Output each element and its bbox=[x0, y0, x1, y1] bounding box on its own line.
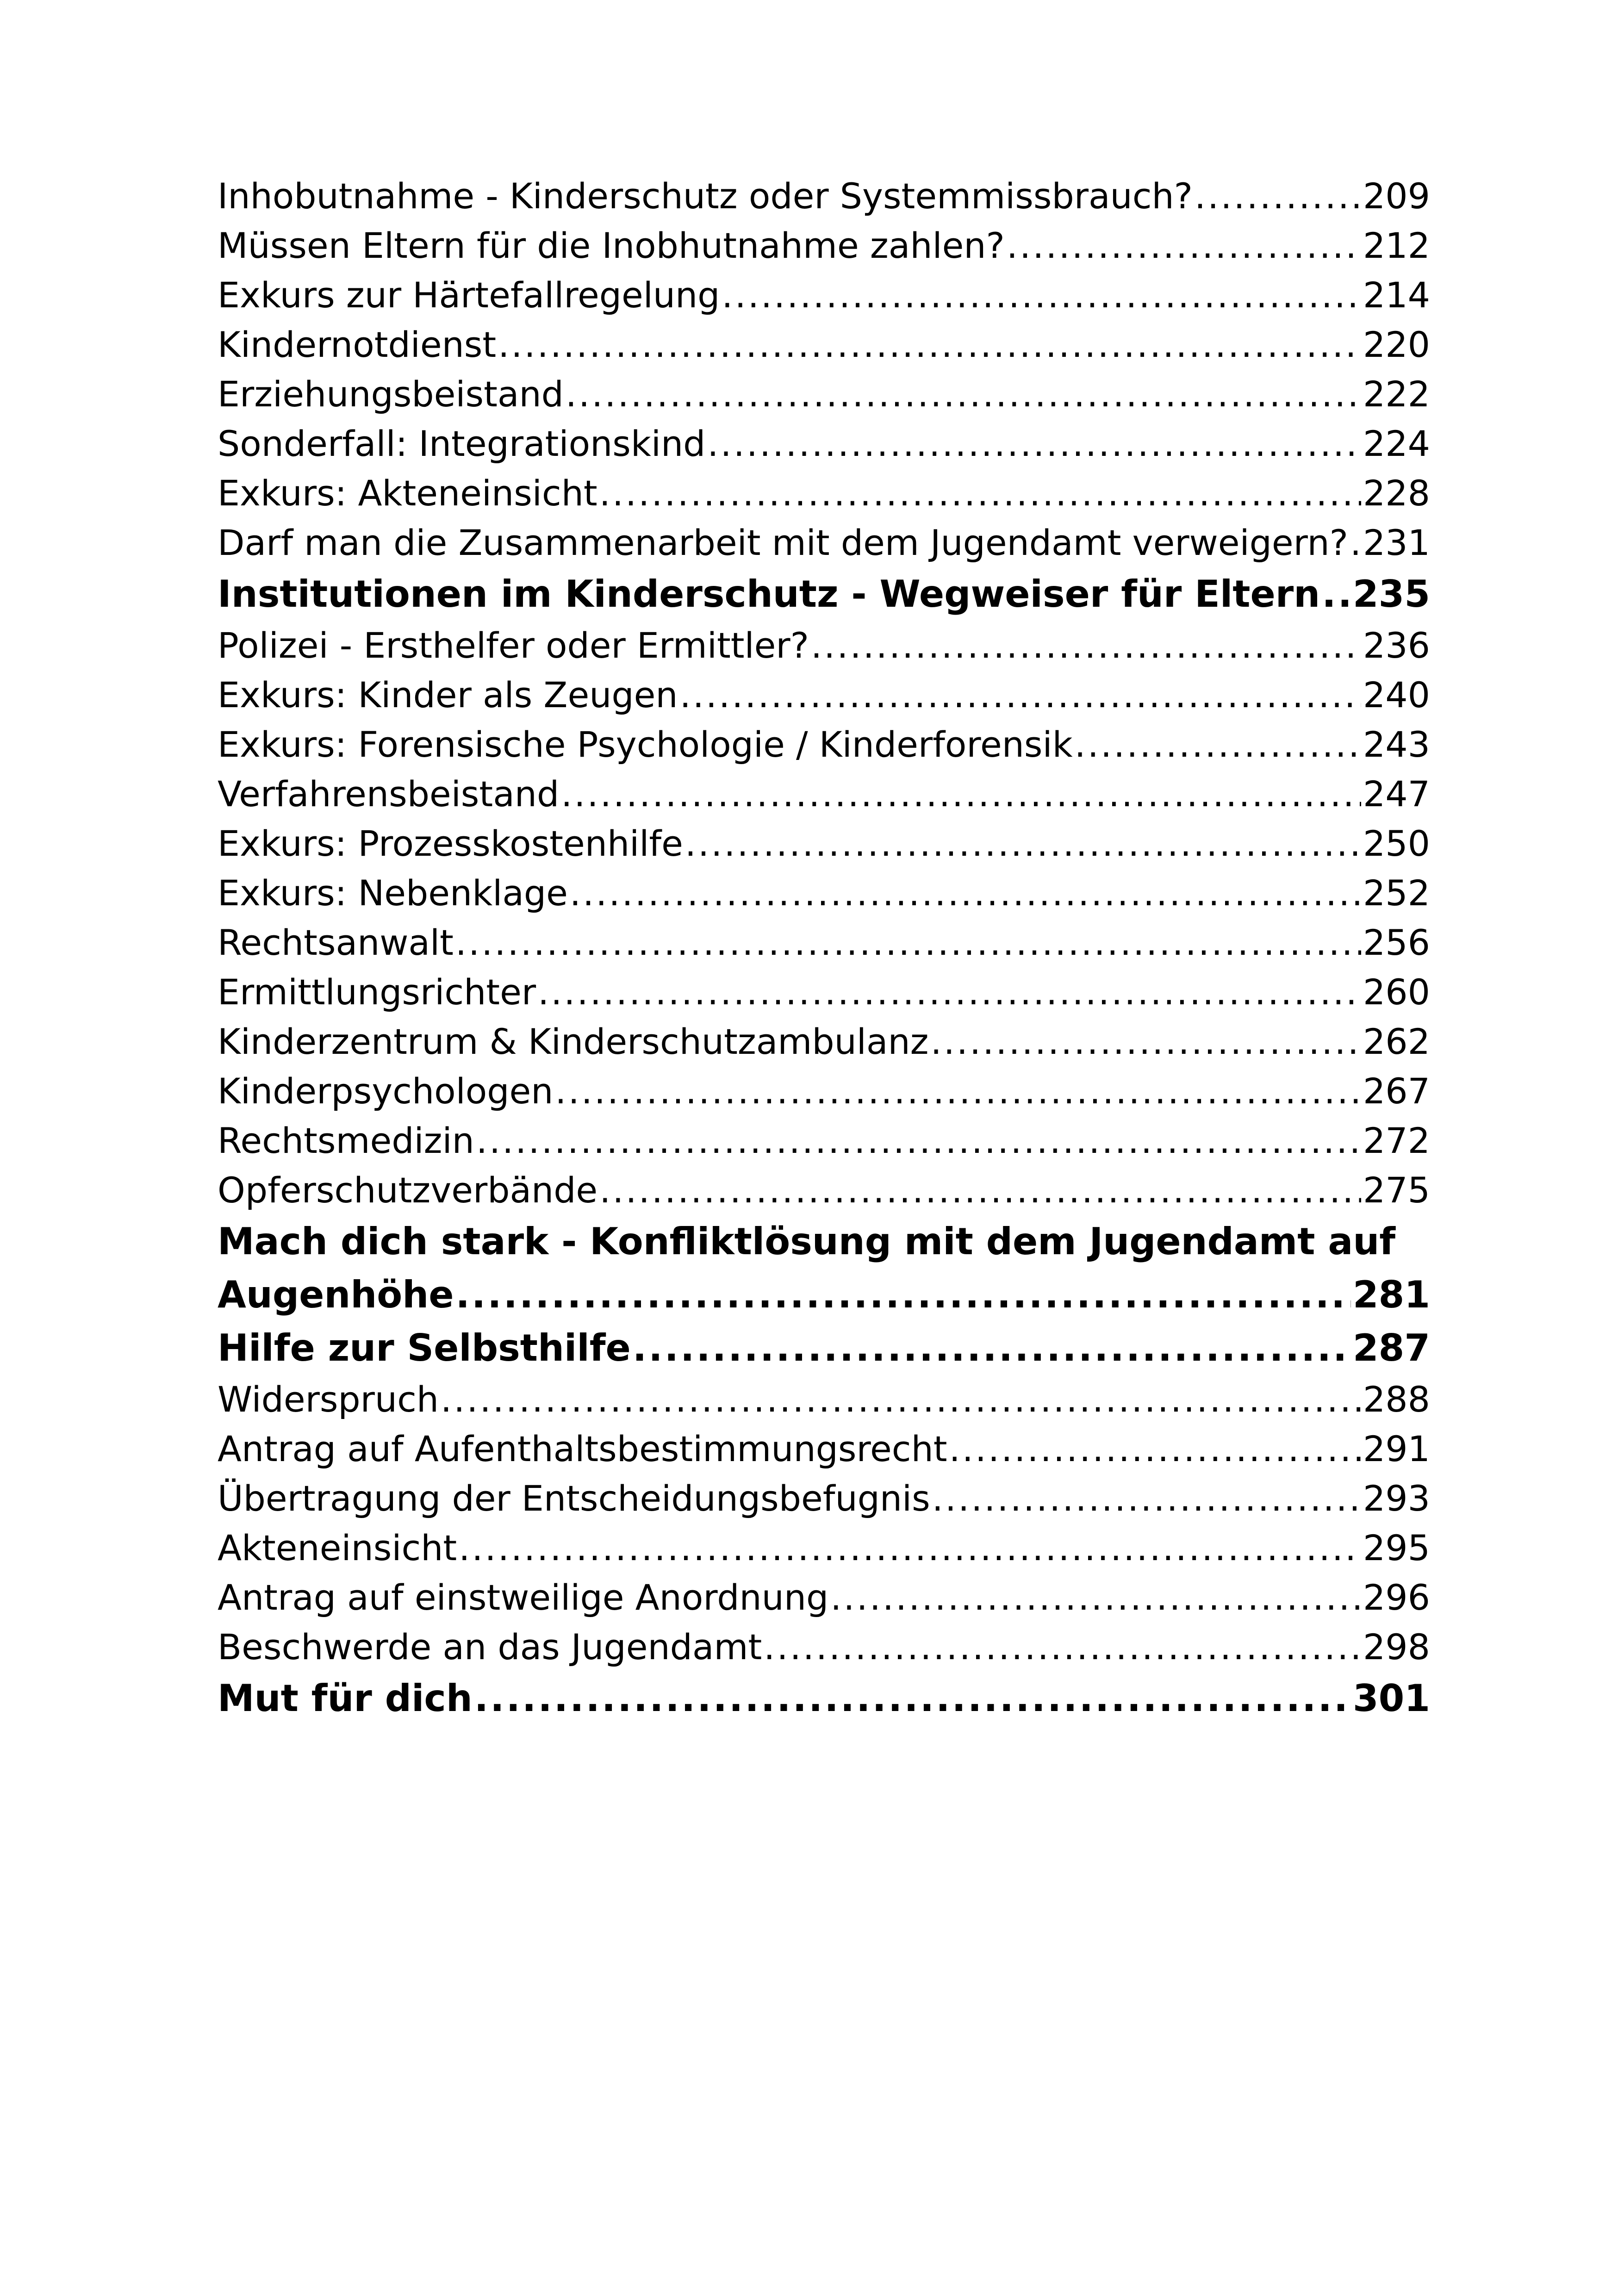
toc-entry-page: 287 bbox=[1353, 1326, 1430, 1369]
toc-entry-page: 214 bbox=[1363, 274, 1430, 316]
toc-entry-title: Akteneinsicht bbox=[218, 1527, 457, 1568]
toc-entry-page: 291 bbox=[1363, 1428, 1430, 1469]
toc-leader-dots bbox=[811, 621, 1361, 670]
toc-leader-dots bbox=[949, 1424, 1361, 1474]
toc-entry-page: 228 bbox=[1363, 473, 1430, 514]
toc-entry[interactable] bbox=[218, 1165, 1430, 1215]
toc-entry-title: Kinderzentrum & Kinderschutzambulanz bbox=[218, 1021, 929, 1062]
toc-entry[interactable] bbox=[218, 419, 1430, 468]
toc-leader-dots bbox=[599, 1165, 1361, 1215]
toc-entry-page: 267 bbox=[1363, 1070, 1430, 1112]
toc-entry-title: Exkurs: Kinder als Zeugen bbox=[218, 674, 678, 716]
toc-entry-page: 296 bbox=[1363, 1577, 1430, 1618]
toc-entry-title: Antrag auf einstweilige Anordnung bbox=[218, 1577, 829, 1618]
toc-leader-dots bbox=[538, 967, 1361, 1017]
toc-leader-dots bbox=[476, 1116, 1361, 1165]
toc-entry-title: Rechtsanwalt bbox=[218, 922, 454, 963]
toc-entry[interactable] bbox=[218, 967, 1430, 1017]
toc-leader-dots bbox=[685, 819, 1361, 868]
toc-entry[interactable] bbox=[218, 1622, 1430, 1672]
toc-entry-page: 250 bbox=[1363, 823, 1430, 864]
toc-entry[interactable] bbox=[218, 320, 1430, 369]
toc-leader-dots bbox=[474, 1672, 1351, 1725]
toc-leader-dots bbox=[764, 1622, 1361, 1672]
toc-entry-title: Müssen Eltern für die Inobhutnahme zahlen? bbox=[218, 225, 1005, 266]
toc-entry[interactable] bbox=[218, 221, 1430, 270]
toc-entry[interactable] bbox=[218, 769, 1430, 819]
toc-entry-page: 235 bbox=[1353, 572, 1430, 616]
toc-entry-page: 288 bbox=[1363, 1379, 1430, 1420]
toc-leader-dots bbox=[1007, 221, 1361, 270]
toc-leader-dots bbox=[633, 1321, 1351, 1375]
toc-entry-title: Übertragung der Entscheidungsbefugnis bbox=[218, 1478, 930, 1519]
toc-leader-dots bbox=[459, 1523, 1361, 1573]
toc-entry[interactable] bbox=[218, 819, 1430, 868]
toc-leader-dots bbox=[680, 670, 1361, 720]
toc-entry[interactable] bbox=[218, 1066, 1430, 1116]
toc-entry[interactable] bbox=[218, 1474, 1430, 1523]
toc-entry-title: Augenhöhe bbox=[218, 1273, 454, 1316]
toc-entry-title: Verfahrensbeistand bbox=[218, 773, 560, 815]
toc-entry-title: Institutionen im Kinderschutz - Wegweiser für Eltern bbox=[218, 572, 1320, 616]
toc-entry-page: 222 bbox=[1363, 373, 1430, 415]
toc-entry[interactable] bbox=[218, 1523, 1430, 1573]
toc-entry-page: 252 bbox=[1363, 872, 1430, 914]
toc-entry-title: Exkurs: Prozesskostenhilfe bbox=[218, 823, 683, 864]
toc-entry-page: 272 bbox=[1363, 1120, 1430, 1161]
toc-entry-page: 224 bbox=[1363, 423, 1430, 464]
toc-leader-dots bbox=[455, 1268, 1351, 1321]
toc-leader-dots bbox=[455, 918, 1361, 967]
toc-entry-title: Exkurs: Akteneinsicht bbox=[218, 473, 597, 514]
toc-entry[interactable] bbox=[218, 369, 1430, 419]
toc-entry[interactable] bbox=[218, 468, 1430, 518]
toc-chapter-entry[interactable] bbox=[218, 567, 1430, 621]
toc-entry-page: 240 bbox=[1363, 674, 1430, 716]
toc-leader-dots bbox=[932, 1474, 1361, 1523]
toc-leader-dots bbox=[570, 868, 1361, 918]
toc-leader-dots bbox=[722, 270, 1361, 320]
toc-entry-title: Rechtsmedizin bbox=[218, 1120, 474, 1161]
toc-entry[interactable] bbox=[218, 518, 1430, 567]
toc-entry[interactable] bbox=[218, 670, 1430, 720]
toc-leader-dots bbox=[707, 419, 1361, 468]
toc-entry-page: 275 bbox=[1363, 1170, 1430, 1211]
toc-leader-dots bbox=[1195, 171, 1361, 221]
toc-entry[interactable] bbox=[218, 1116, 1430, 1165]
toc-entry[interactable] bbox=[218, 1017, 1430, 1066]
toc-leader-dots bbox=[561, 769, 1361, 819]
toc-leader-dots bbox=[555, 1066, 1361, 1116]
toc-entry-page: 220 bbox=[1363, 324, 1430, 365]
toc-entry-title: Exkurs: Forensische Psychologie / Kinderforensik bbox=[218, 724, 1073, 765]
toc-entry[interactable] bbox=[218, 1573, 1430, 1622]
toc-leader-dots bbox=[498, 320, 1361, 369]
toc-entry[interactable] bbox=[218, 1424, 1430, 1474]
toc-entry-page: 209 bbox=[1363, 175, 1430, 217]
toc-entry-title: Exkurs zur Härtefallregelung bbox=[218, 274, 720, 316]
toc-leader-dots bbox=[566, 369, 1361, 419]
toc-entry-title: Opferschutzverbände bbox=[218, 1170, 598, 1211]
toc-leader-dots bbox=[1350, 518, 1361, 567]
toc-entry-title: Widerspruch bbox=[218, 1379, 439, 1420]
toc-entry-title: Beschwerde an das Jugendamt bbox=[218, 1626, 762, 1668]
toc-entry[interactable] bbox=[218, 1375, 1430, 1424]
toc-entry-title: Antrag auf Aufenthaltsbestimmungsrecht bbox=[218, 1428, 947, 1469]
toc-chapter-entry-continued bbox=[218, 1268, 1430, 1321]
toc-entry-page: 212 bbox=[1363, 225, 1430, 266]
toc-entry-page: 243 bbox=[1363, 724, 1430, 765]
toc-entry[interactable] bbox=[218, 621, 1430, 670]
toc-entry-title: Exkurs: Nebenklage bbox=[218, 872, 568, 914]
toc-entry-title: Sonderfall: Integrationskind bbox=[218, 423, 706, 464]
toc-leader-dots bbox=[599, 468, 1361, 518]
toc-leader-dots bbox=[441, 1375, 1361, 1424]
toc-chapter-entry[interactable] bbox=[218, 1672, 1430, 1725]
toc-leader-dots bbox=[1075, 720, 1361, 769]
toc-entry-page: 301 bbox=[1353, 1677, 1430, 1720]
toc-entry-page: 247 bbox=[1363, 773, 1430, 815]
toc-entry-title: Kindernotdienst bbox=[218, 324, 497, 365]
toc-leader-dots bbox=[931, 1017, 1361, 1066]
table-of-contents bbox=[218, 171, 1430, 1725]
toc-entry[interactable] bbox=[218, 720, 1430, 769]
toc-entry-title: Polizei - Ersthelfer oder Ermittler? bbox=[218, 625, 809, 666]
toc-chapter-entry[interactable] bbox=[218, 1215, 1430, 1321]
toc-entry-title: Hilfe zur Selbsthilfe bbox=[218, 1326, 631, 1369]
toc-entry-title-line1: Mach dich stark - Konfliktlösung mit dem Jugendamt auf bbox=[218, 1220, 1396, 1263]
toc-entry-page: 262 bbox=[1363, 1021, 1430, 1062]
toc-entry-title: Inhobutnahme - Kinderschutz oder Systemmissbrauch? bbox=[218, 175, 1193, 217]
toc-entry-title: Kinderpsychologen bbox=[218, 1070, 554, 1112]
toc-chapter-entry[interactable] bbox=[218, 1321, 1430, 1375]
toc-entry[interactable] bbox=[218, 918, 1430, 967]
toc-entry-title: Erziehungsbeistand bbox=[218, 373, 564, 415]
toc-entry-page: 293 bbox=[1363, 1478, 1430, 1519]
toc-entry-title: Ermittlungsrichter bbox=[218, 971, 536, 1013]
toc-entry-page: 236 bbox=[1363, 625, 1430, 666]
toc-entry-page: 256 bbox=[1363, 922, 1430, 963]
toc-entry-page: 281 bbox=[1353, 1273, 1430, 1316]
toc-leader-dots bbox=[1322, 567, 1351, 621]
toc-entry-title: Mut für dich bbox=[218, 1677, 473, 1720]
toc-entry-title: Darf man die Zusammenarbeit mit dem Jugendamt verweigern? bbox=[218, 522, 1349, 563]
toc-entry-page: 260 bbox=[1363, 971, 1430, 1013]
toc-leader-dots bbox=[830, 1573, 1361, 1622]
toc-entry[interactable] bbox=[218, 270, 1430, 320]
toc-entry[interactable] bbox=[218, 868, 1430, 918]
toc-entry-page: 298 bbox=[1363, 1626, 1430, 1668]
toc-entry-page: 231 bbox=[1363, 522, 1430, 563]
toc-entry[interactable] bbox=[218, 171, 1430, 221]
toc-entry-page: 295 bbox=[1363, 1527, 1430, 1568]
